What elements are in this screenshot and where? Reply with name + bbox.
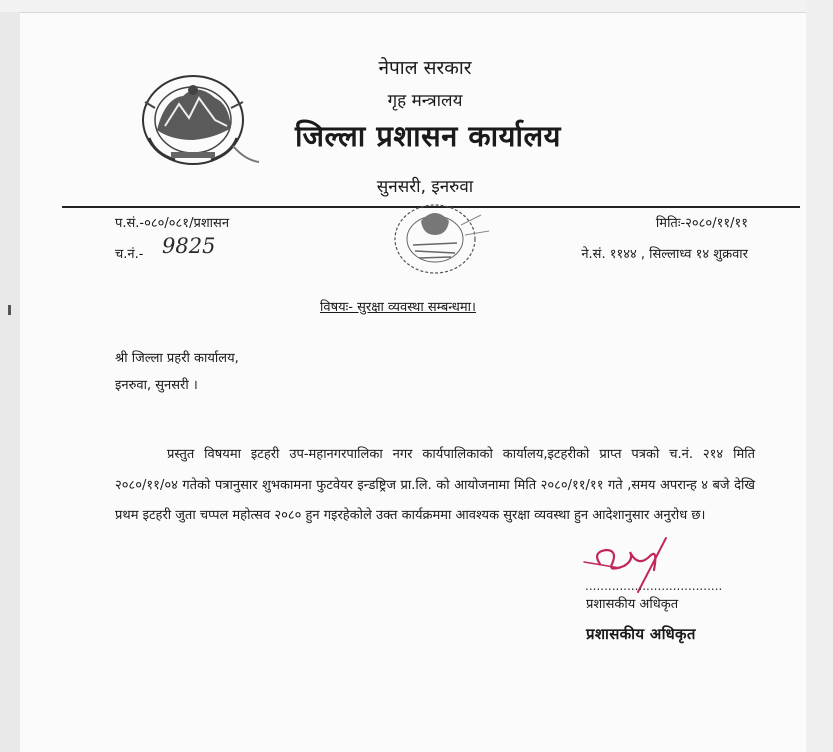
dispatch-label: च.नं.- (115, 247, 144, 262)
office-stamp-icon (385, 195, 495, 277)
header-ministry: गृह मन्त्रालय (387, 91, 463, 111)
reference-number: प.सं.-०८०/०८१/प्रशासन (115, 216, 230, 231)
nepal-emblem-icon (135, 68, 260, 168)
margin-mark (8, 305, 11, 315)
letter-subject: विषयः- सुरक्षा व्यवस्था सम्बन्धमा। (320, 300, 476, 315)
header-office-title: जिल्ला प्रशासन कार्यालय (294, 119, 561, 153)
recipient-line-1: श्री जिल्ला प्रहरी कार्यालय, (115, 351, 239, 366)
scan-top-border (0, 0, 833, 12)
nepal-sambat-date: ने.सं. ११४४ , सिल्लाध्व १४ शुक्रवार (581, 247, 748, 262)
signature-line: .................................... (585, 579, 723, 593)
dispatch-number-handwritten: 9825 (162, 234, 216, 258)
letter-date: मितिः-२०८०/११/११ (655, 216, 748, 231)
letter-page (20, 12, 806, 752)
scan-right-border (806, 0, 833, 752)
recipient-line-2: इनरुवा, सुनसरी । (115, 378, 198, 393)
signatory-title: प्रशासकीय अधिकृत (586, 597, 679, 612)
header-location: सुनसरी, इनरुवा (376, 177, 474, 197)
letter-body: प्रस्तुत विषयमा इटहरी उप-महानगरपालिका नगर कार्यपालिकाको कार्यालय,इटहरीको प्राप्त पत्रको च.नं. २१४ मिति २०८०/११/०४ गतेको पत्रानुसार शुभकामना फुटवेयर इन्डष्ट्रिज प्रा.लि. को आयोजनामा मिति २०८०/११/११ गते ,समय अपरान्ह ४ बजे देखि प्रथम इटहरी जुता चप्पल महोत्सव २०८० हुन गइरहेकोले उक्त कार्यक्रममा आवश्यक सुरक्षा व्यवस्था हुन आदेशानुसार अनुरोध छ। (115, 447, 755, 524)
signatory-title-stamp: प्रशासकीय अधिकृत (586, 625, 696, 643)
header-government: नेपाल सरकार (378, 57, 472, 79)
